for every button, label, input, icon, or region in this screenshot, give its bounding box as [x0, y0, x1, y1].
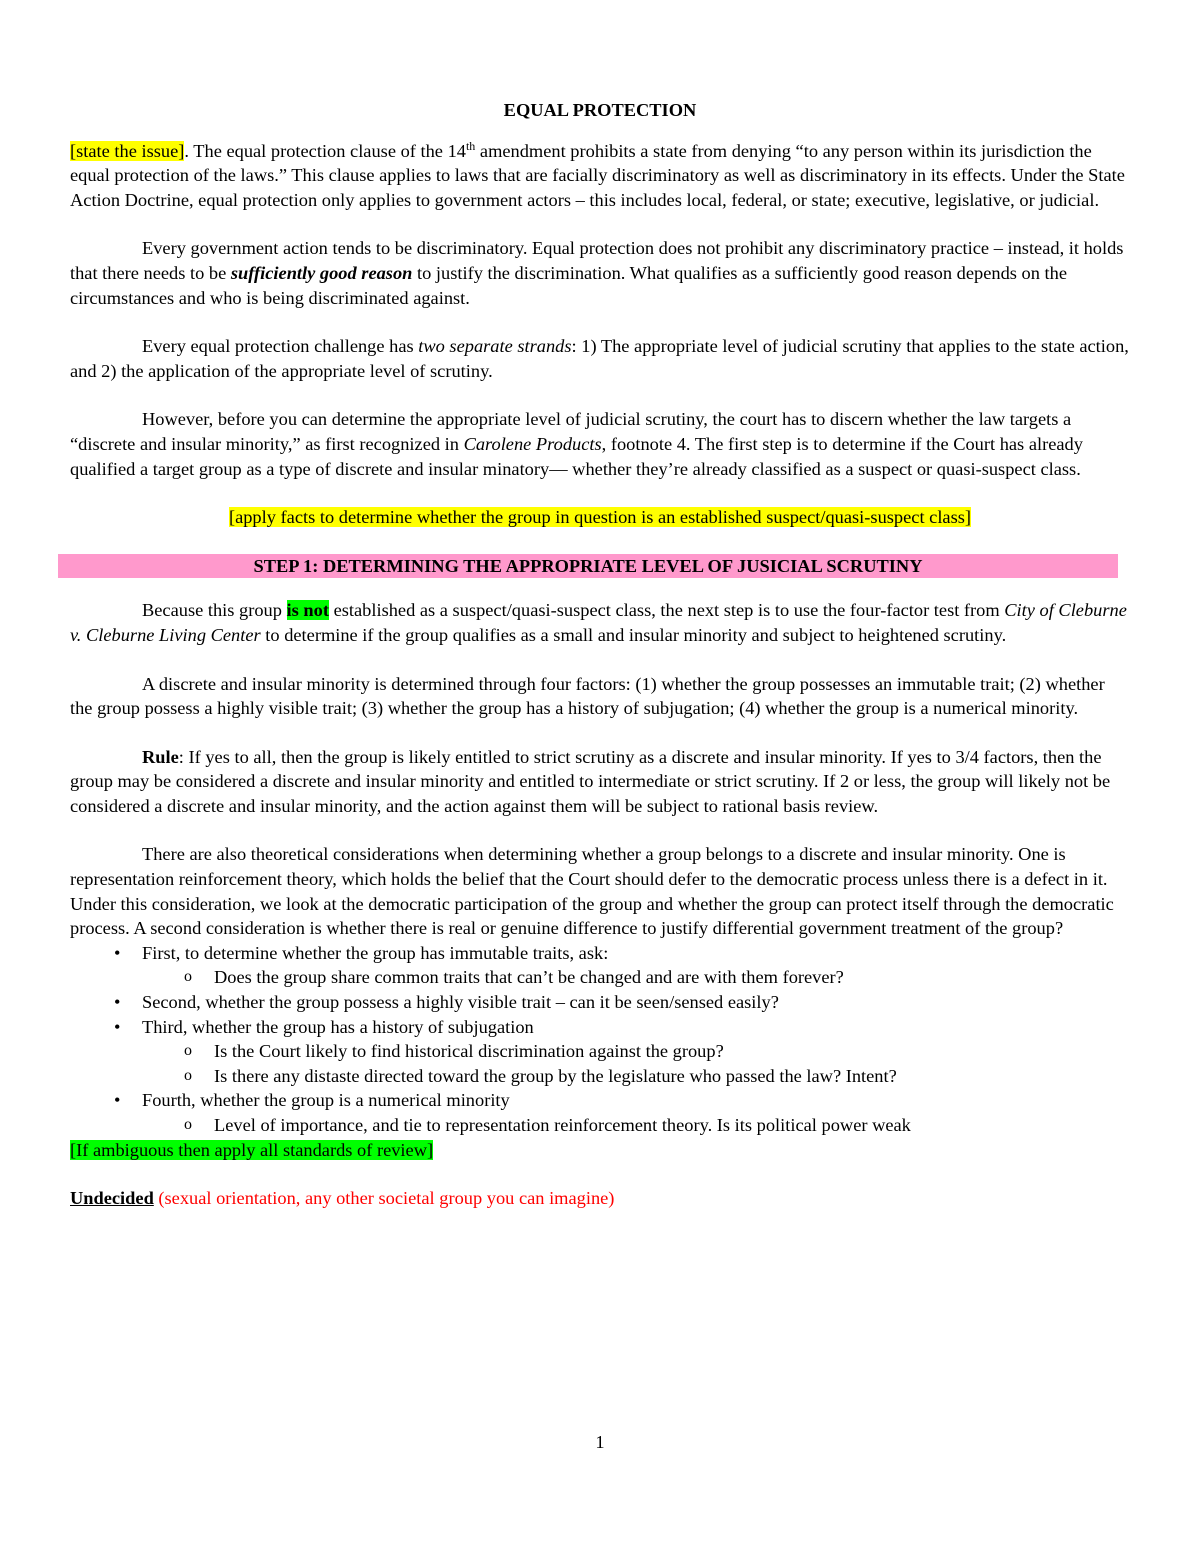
- rule-label: Rule: [142, 746, 179, 767]
- paragraph-text: to determine if the group qualifies as a small and insular minority and subject to heightened scrutiny.: [260, 624, 1007, 645]
- apply-facts-text: [apply facts to determine whether the group in question is an established suspect/quasi-suspect class]: [228, 507, 972, 528]
- factor-list: [70, 941, 1130, 1138]
- paragraph-text: : If yes to all, then the group is likely entitled to strict scrutiny as a discrete and insular minority. If yes to 3/4 factors, then the group may be considered a discrete and insular minority and entitled to intermediate or strict scrutiny. If 2 or less, the group will likely not be considered a discrete and insular minority, and the action against them will be subject to rational basis review.: [70, 746, 1111, 816]
- paragraph-carolene: [70, 407, 1130, 481]
- paragraph-text: amendment prohibits a state from denying “to any person within its jurisdiction the equal protection of the laws.” This clause applies to laws that are facially discriminatory as well as discriminatory in its effects. Under the State Action Doctrine, equal protection only applies to government actors – this includes local, federal, or state; executive, legislative, or judicial.: [70, 140, 1125, 210]
- document-body: [70, 98, 1130, 1235]
- paragraph-text: : 1) The appropriate level of judicial scrutiny that applies to the state action, and 2) the application of the appropriate level of scrutiny.: [70, 336, 1129, 381]
- paragraph-cleburne: [70, 598, 1130, 647]
- paragraph-text: established as a suspect/quasi-suspect class, the next step is to use the four-factor test from: [328, 600, 1005, 621]
- state-issue-tag: [state the issue]: [70, 140, 185, 161]
- list-item-text: Second, whether the group possess a highly visible trait – can it be seen/sensed easily?: [142, 992, 779, 1013]
- is-not-highlight: is not: [286, 600, 329, 621]
- paragraph-text: However, before you can determine the appropriate level of judicial scrutiny, the court has to discern whether the law targets a “discrete and insular minority,” as first recognized in: [70, 409, 1072, 454]
- paragraph-text: Every government action tends to be discriminatory. Equal protection does not prohibit any discriminatory practice – instead, it holds that there needs to be: [70, 238, 1124, 283]
- superscript-th: th: [465, 138, 476, 153]
- sub-list-item: o Does the group share common traits that can’t be changed and are with them forever?: [142, 965, 1130, 990]
- paragraph-text: to justify the discrimination. What qualifies as a sufficiently good reason depends on the circumstances and who is being discriminated against.: [70, 262, 1067, 308]
- sub-list: [142, 1039, 1130, 1088]
- sub-list: [142, 965, 1130, 990]
- list-item: [70, 990, 1130, 1015]
- list-item-text: Third, whether the group has a history of subjugation: [142, 1016, 534, 1037]
- paragraph-text: . The equal protection clause of the 14: [184, 140, 466, 161]
- list-item: [70, 941, 1130, 990]
- undecided-label: Undecided: [70, 1188, 154, 1209]
- step1-heading: STEP 1: DETERMINING THE APPROPRIATE LEVEL OF JUSICIAL SCRUTINY: [58, 554, 1118, 579]
- emphasis-text: sufficiently good reason: [230, 262, 413, 283]
- undecided-text: (sexual orientation, any other societal group you can imagine): [153, 1188, 615, 1209]
- page-number: 1: [595, 1432, 605, 1452]
- apply-facts-note: [70, 505, 1130, 530]
- list-item: [70, 1015, 1130, 1089]
- sub-list: [142, 1113, 1130, 1138]
- case-name: Carolene Products: [463, 433, 602, 454]
- paragraph-four-factors: A discrete and insular minority is determined through four factors: (1) whether the group possesses an immutable trait; (2) whether the group possess a highly visible trait; (3) whether the group has a history of subjugation; (4) whether the group is a numerical minority.: [70, 673, 1105, 719]
- ambiguous-note-text: [If ambiguous then apply all standards of review]: [70, 1139, 434, 1160]
- emphasis-text: two separate strands: [418, 336, 572, 357]
- paragraph-text: , footnote 4. The first step is to determine if the Court has already qualified a target group as a type of discrete and insular minatory— whether they’re already classified as a suspect or quasi-suspect class.: [70, 433, 1083, 479]
- paragraph-two-strands: [70, 334, 1130, 383]
- paragraph-discrimination: [70, 236, 1130, 310]
- list-item-text: Fourth, whether the group is a numerical minority: [142, 1090, 510, 1111]
- sub-list-item: o Is there any distaste directed toward the group by the legislature who passed the law? Intent?: [142, 1064, 1130, 1089]
- paragraph-text: Every equal protection challenge has: [142, 336, 419, 357]
- undecided-line: [70, 1186, 1130, 1211]
- paragraph-theoretical: There are also theoretical considerations when determining whether a group belongs to a discrete and insular minority. One is representation reinforcement theory, which holds the belief that the Court should defer to the democratic process unless there is a defect in it. Under this consideration, we look at the democratic participation of the group and whether the group can protect itself through the democratic process. A second consideration is whether there is real or genuine difference to justify differential government treatment of the group?: [70, 844, 1114, 939]
- document-title: EQUAL PROTECTION: [503, 100, 697, 120]
- list-item: [70, 1088, 1130, 1137]
- sub-list-item: o Level of importance, and tie to representation reinforcement theory. Is its political power weak: [142, 1113, 1130, 1138]
- case-name: City of Cleburne v. Cleburne Living Center: [70, 600, 1127, 645]
- paragraph-text: Because this group: [142, 600, 287, 621]
- sub-list-item: o Is the Court likely to find historical discrimination against the group?: [142, 1039, 1130, 1064]
- paragraph-rule: [70, 745, 1130, 819]
- paragraph-issue: [70, 139, 1130, 213]
- list-item-text: First, to determine whether the group has immutable traits, ask:: [142, 942, 609, 963]
- ambiguous-note: [70, 1138, 1130, 1163]
